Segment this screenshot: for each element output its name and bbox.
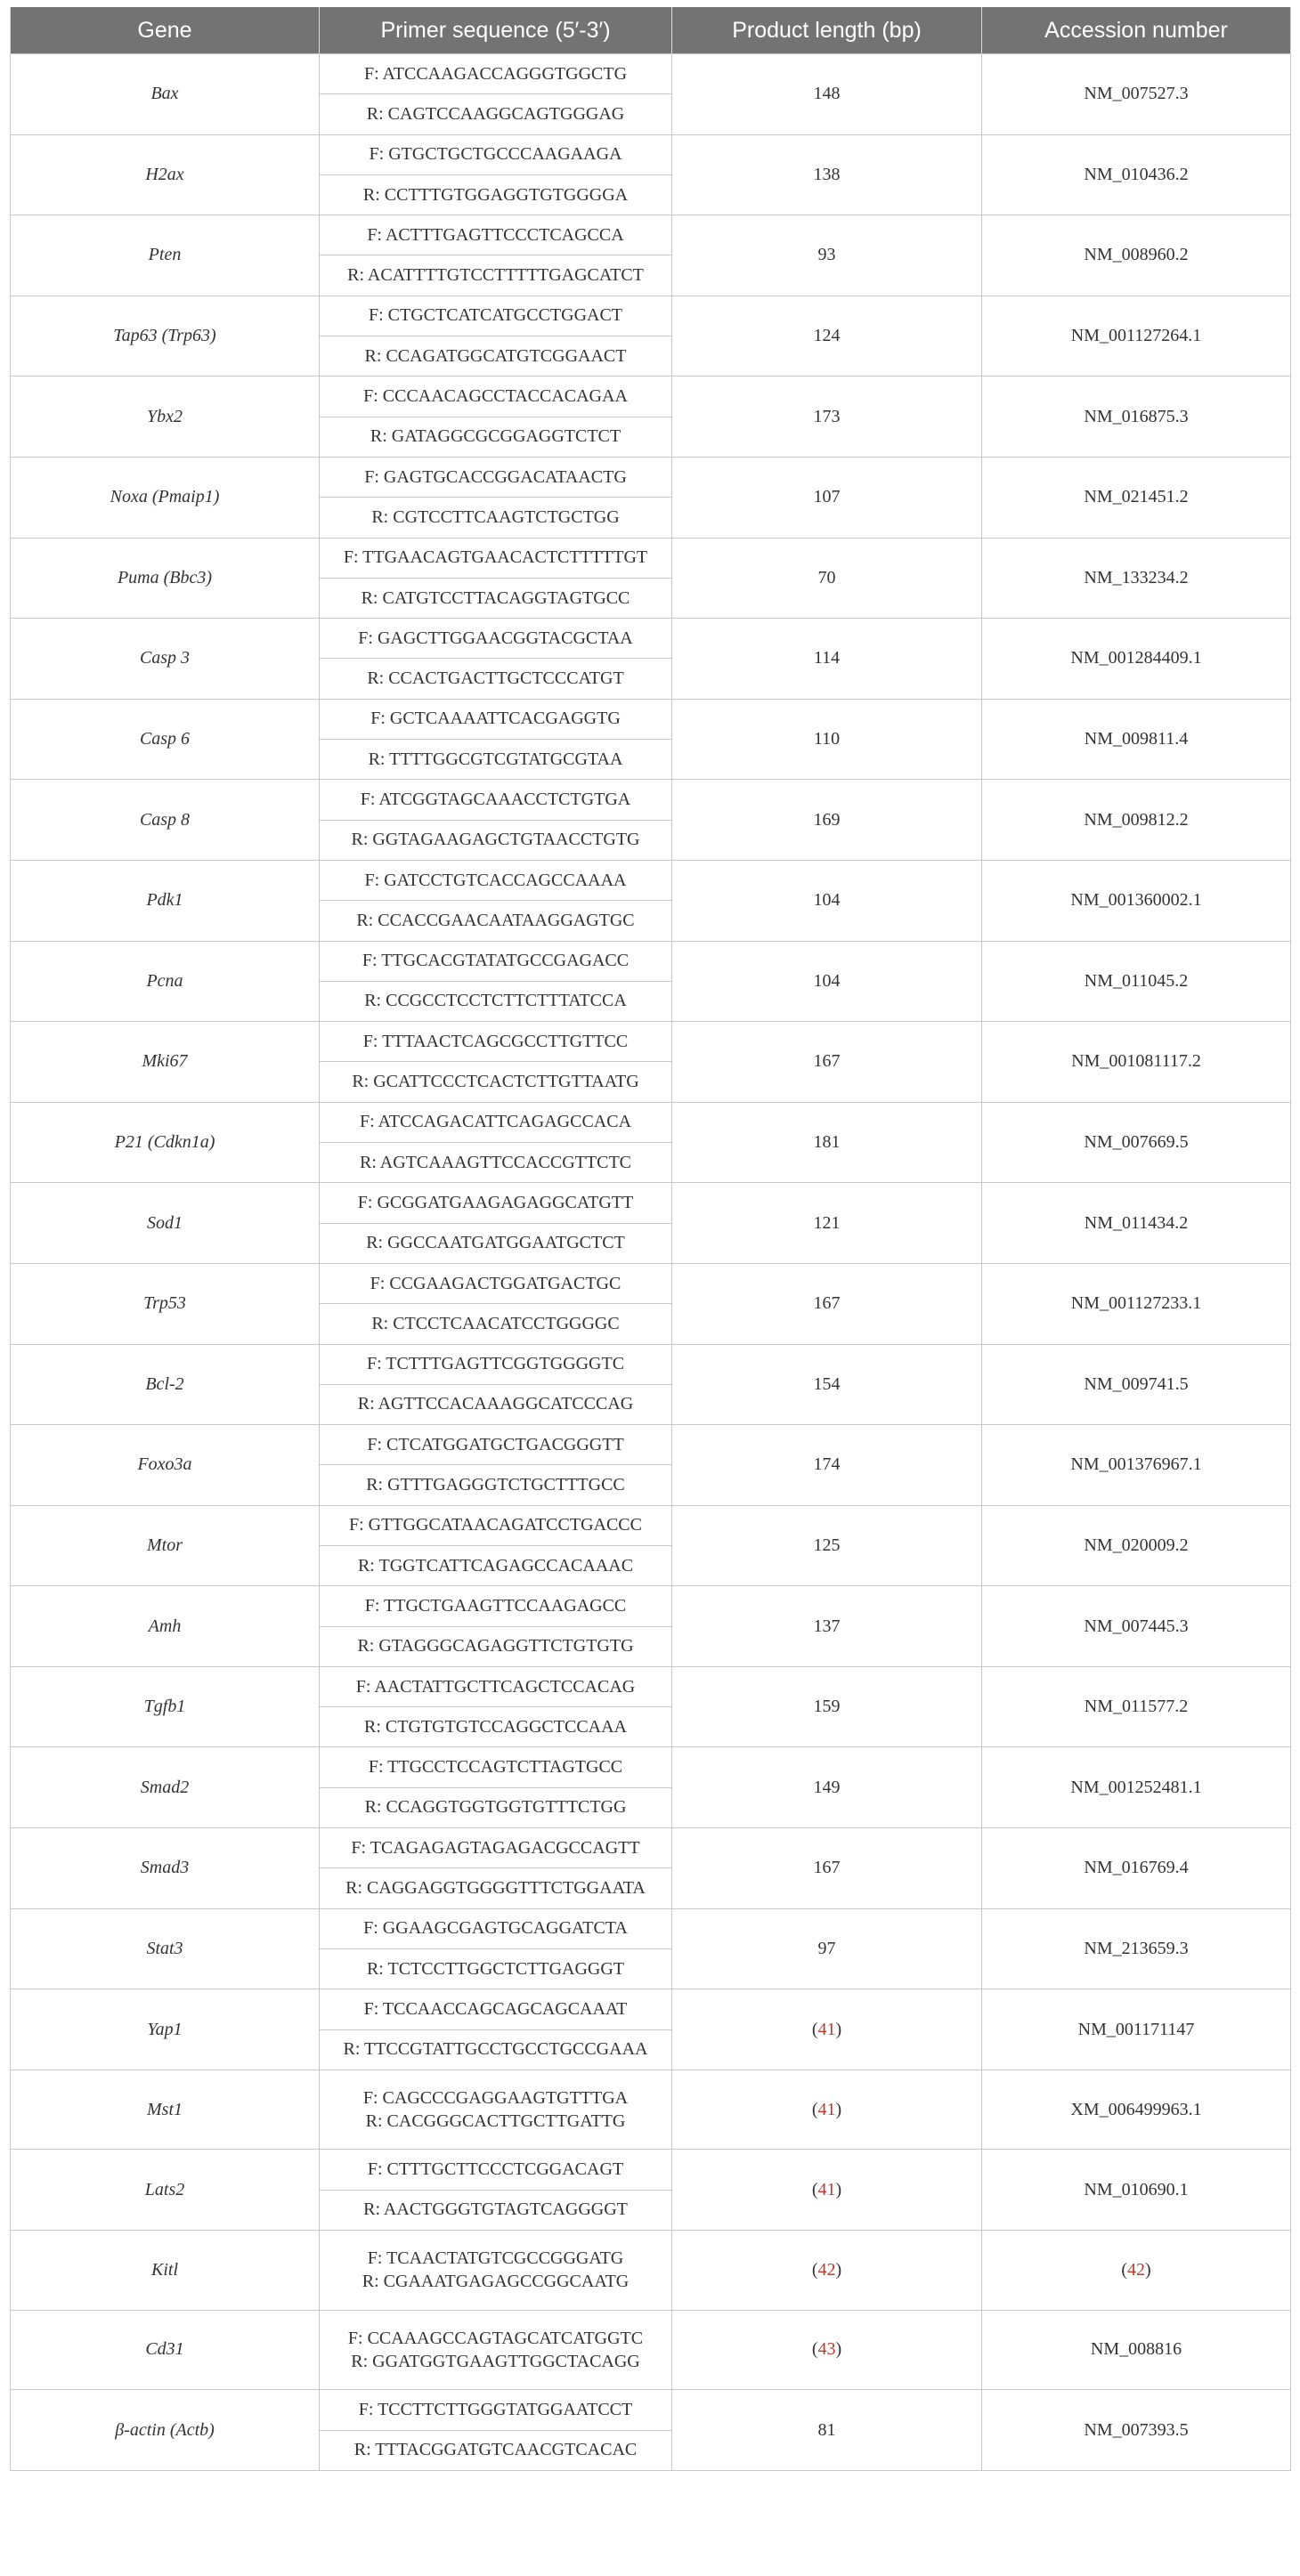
header-length: Product length (bp) bbox=[672, 7, 982, 54]
product-length: 169 bbox=[672, 780, 982, 861]
forward-primer: F: AACTATTGCTTCAGCTCCACAG bbox=[320, 1666, 672, 1706]
accession-number: NM_009741.5 bbox=[982, 1344, 1291, 1425]
accession-number: NM_011045.2 bbox=[982, 941, 1291, 1022]
product-length: 174 bbox=[672, 1425, 982, 1506]
product-length: 93 bbox=[672, 215, 982, 296]
gene-name: Pdk1 bbox=[11, 860, 320, 941]
reference-link[interactable]: 41 bbox=[817, 2099, 836, 2119]
gene-name: Mst1 bbox=[11, 2070, 320, 2150]
product-length: 104 bbox=[672, 860, 982, 941]
accession-number: NM_133234.2 bbox=[982, 538, 1291, 619]
gene-name: Tgfb1 bbox=[11, 1666, 320, 1747]
forward-primer: F: TTGCCTCCAGTCTTAGTGCC bbox=[320, 1747, 672, 1787]
accession-number: NM_001284409.1 bbox=[982, 619, 1291, 700]
gene-name: Casp 6 bbox=[11, 699, 320, 780]
forward-primer: F: ATCCAGACATTCAGAGCCACA bbox=[320, 1102, 672, 1142]
product-length: 81 bbox=[672, 2390, 982, 2471]
product-length-reference[interactable]: (41) bbox=[672, 2150, 982, 2231]
gene-name: Mki67 bbox=[11, 1022, 320, 1103]
gene-name: Casp 8 bbox=[11, 780, 320, 861]
table-row bbox=[11, 860, 1291, 900]
table-row bbox=[11, 296, 1291, 336]
gene-name: Pten bbox=[11, 215, 320, 296]
table-row bbox=[11, 619, 1291, 659]
accession-number: XM_006499963.1 bbox=[982, 2070, 1291, 2150]
gene-name: Tap63 (Trp63) bbox=[11, 296, 320, 377]
accession-number: NM_007669.5 bbox=[982, 1102, 1291, 1183]
reverse-primer: R: GGCCAATGATGGAATGCTCT bbox=[320, 1223, 672, 1263]
reference-link[interactable]: 42 bbox=[1127, 2259, 1145, 2280]
reference-link[interactable]: 43 bbox=[817, 2339, 836, 2360]
forward-primer: F: GTTGGCATAACAGATCCTGACCC bbox=[320, 1505, 672, 1545]
accession-number: NM_020009.2 bbox=[982, 1505, 1291, 1586]
accession-number: NM_001127233.1 bbox=[982, 1263, 1291, 1344]
product-length: 154 bbox=[672, 1344, 982, 1425]
gene-name: Pcna bbox=[11, 941, 320, 1022]
forward-primer: F: CCAAAGCCAGTAGCATCATGGTC bbox=[347, 2328, 644, 2348]
reverse-primer: R: CCACTGACTTGCTCCCATGT bbox=[320, 659, 672, 699]
table-row bbox=[11, 377, 1291, 417]
forward-primer: F: TCCAACCAGCAGCAGCAAAT bbox=[320, 1989, 672, 2029]
product-length: 138 bbox=[672, 134, 982, 215]
gene-name: Sod1 bbox=[11, 1183, 320, 1264]
gene-name: H2ax bbox=[11, 134, 320, 215]
reverse-primer: R: GGATGGTGAAGTTGGCTACAGG bbox=[351, 2351, 640, 2371]
gene-name: Ybx2 bbox=[11, 377, 320, 458]
table-row bbox=[11, 2070, 1291, 2150]
table-row bbox=[11, 1666, 1291, 1706]
product-length: 149 bbox=[672, 1747, 982, 1828]
forward-primer: F: GCTCAAAATTCACGAGGTG bbox=[320, 699, 672, 739]
product-length-reference[interactable]: (42) bbox=[672, 2231, 982, 2311]
accession-number: NM_001171147 bbox=[982, 1989, 1291, 2070]
primer-sequences bbox=[320, 2231, 672, 2311]
table-row bbox=[11, 1102, 1291, 1142]
table-row bbox=[11, 1263, 1291, 1303]
product-length: 159 bbox=[672, 1666, 982, 1747]
accession-number: NM_009811.4 bbox=[982, 699, 1291, 780]
gene-name: Bax bbox=[11, 54, 320, 135]
forward-primer: F: CTCATGGATGCTGACGGGTT bbox=[320, 1425, 672, 1465]
product-length: 121 bbox=[672, 1183, 982, 1264]
product-length: 110 bbox=[672, 699, 982, 780]
gene-name: Kitl bbox=[11, 2231, 320, 2311]
gene-name: Amh bbox=[11, 1586, 320, 1667]
forward-primer: F: TCAACTATGTCGCCGGGATG bbox=[367, 2248, 624, 2269]
accession-reference[interactable]: (42) bbox=[982, 2231, 1291, 2311]
forward-primer: F: ATCGGTAGCAAACCTCTGTGA bbox=[320, 780, 672, 820]
accession-number: NM_007445.3 bbox=[982, 1586, 1291, 1667]
forward-primer: F: GTGCTGCTGCCCAAGAAGA bbox=[320, 134, 672, 174]
table-row bbox=[11, 2231, 1291, 2311]
table-row bbox=[11, 780, 1291, 820]
table-row bbox=[11, 134, 1291, 174]
table-body bbox=[11, 54, 1291, 2471]
reverse-primer: R: CCAGGTGGTGGTGTTTCTGG bbox=[320, 1787, 672, 1827]
gene-name: Bcl-2 bbox=[11, 1344, 320, 1425]
accession-number: NM_009812.2 bbox=[982, 780, 1291, 861]
reverse-primer: R: CCTTTGTGGAGGTGTGGGGA bbox=[320, 174, 672, 215]
table-row bbox=[11, 1908, 1291, 1948]
accession-number: NM_001127264.1 bbox=[982, 296, 1291, 377]
product-length: 173 bbox=[672, 377, 982, 458]
accession-number: NM_010690.1 bbox=[982, 2150, 1291, 2231]
reverse-primer: R: TGGTCATTCAGAGCCACAAAC bbox=[320, 1545, 672, 1585]
product-length: 104 bbox=[672, 941, 982, 1022]
gene-name: Yap1 bbox=[11, 1989, 320, 2070]
table-row bbox=[11, 941, 1291, 981]
accession-number: NM_008816 bbox=[982, 2310, 1291, 2390]
reverse-primer: R: CTCCTCAACATCCTGGGGC bbox=[320, 1304, 672, 1344]
reverse-primer: R: AGTTCCACAAAGGCATCCCAG bbox=[320, 1384, 672, 1424]
accession-number: NM_011577.2 bbox=[982, 1666, 1291, 1747]
table-row bbox=[11, 1828, 1291, 1868]
accession-number: NM_007393.5 bbox=[982, 2390, 1291, 2471]
forward-primer: F: TCTTTGAGTTCGGTGGGGTC bbox=[320, 1344, 672, 1384]
reverse-primer: R: GTTTGAGGGTCTGCTTTGCC bbox=[320, 1465, 672, 1505]
header-primer: Primer sequence (5′-3′) bbox=[320, 7, 672, 54]
table-row bbox=[11, 1183, 1291, 1223]
accession-number: NM_001252481.1 bbox=[982, 1747, 1291, 1828]
accession-number: NM_001081117.2 bbox=[982, 1022, 1291, 1103]
table-row bbox=[11, 699, 1291, 739]
reference-link[interactable]: 41 bbox=[817, 2019, 836, 2039]
forward-primer: F: GGAAGCGAGTGCAGGATCTA bbox=[320, 1908, 672, 1948]
table-row bbox=[11, 1022, 1291, 1062]
forward-primer: F: TTGCACGTATATGCCGAGACC bbox=[320, 941, 672, 981]
forward-primer: F: TCCTTCTTGGGTATGGAATCCT bbox=[320, 2390, 672, 2430]
reverse-primer: R: CCGCCTCCTCTTCTTTATCCA bbox=[320, 981, 672, 1021]
accession-number: NM_016875.3 bbox=[982, 377, 1291, 458]
table-row bbox=[11, 1989, 1291, 2029]
gene-name: Smad3 bbox=[11, 1828, 320, 1909]
table-row bbox=[11, 1505, 1291, 1545]
product-length: 97 bbox=[672, 1908, 982, 1989]
gene-name: Lats2 bbox=[11, 2150, 320, 2231]
accession-number: NM_016769.4 bbox=[982, 1828, 1291, 1909]
reverse-primer: R: ACATTTTGTCCTTTTTGAGCATCT bbox=[320, 255, 672, 296]
table-row bbox=[11, 215, 1291, 255]
product-length: 181 bbox=[672, 1102, 982, 1183]
gene-name: Trp53 bbox=[11, 1263, 320, 1344]
reference-link[interactable]: 41 bbox=[817, 2179, 836, 2199]
gene-name: Stat3 bbox=[11, 1908, 320, 1989]
forward-primer: F: GATCCTGTCACCAGCCAAAA bbox=[320, 860, 672, 900]
reverse-primer: R: GGTAGAAGAGCTGTAACCTGTG bbox=[320, 820, 672, 860]
accession-number: NM_001376967.1 bbox=[982, 1425, 1291, 1506]
header-accession: Accession number bbox=[982, 7, 1291, 54]
product-length: 167 bbox=[672, 1263, 982, 1344]
forward-primer: F: ATCCAAGACCAGGGTGGCTG bbox=[320, 54, 672, 94]
product-length-reference[interactable]: (43) bbox=[672, 2310, 982, 2390]
reverse-primer: R: CCACCGAACAATAAGGAGTGC bbox=[320, 901, 672, 941]
reverse-primer: R: TCTCCTTGGCTCTTGAGGGT bbox=[320, 1948, 672, 1989]
reverse-primer: R: CATGTCCTTACAGGTAGTGCC bbox=[320, 578, 672, 618]
product-length: 107 bbox=[672, 457, 982, 538]
forward-primer: F: TCAGAGAGTAGAGACGCCAGTT bbox=[320, 1828, 672, 1868]
reverse-primer: R: CGTCCTTCAAGTCTGCTGG bbox=[320, 498, 672, 538]
forward-primer: F: CAGCCCGAGGAAGTGTTTGA bbox=[362, 2088, 629, 2109]
product-length: 125 bbox=[672, 1505, 982, 1586]
table-row bbox=[11, 2150, 1291, 2190]
product-length: 148 bbox=[672, 54, 982, 135]
reverse-primer: R: CGAAATGAGAGCCGGCAATG bbox=[362, 2272, 630, 2292]
table-row bbox=[11, 54, 1291, 94]
table-row bbox=[11, 1425, 1291, 1465]
forward-primer: F: ACTTTGAGTTCCCTCAGCCA bbox=[320, 215, 672, 255]
reverse-primer: R: AACTGGGTGTAGTCAGGGGT bbox=[320, 2190, 672, 2230]
reverse-primer: R: TTTTGGCGTCGTATGCGTAA bbox=[320, 740, 672, 780]
accession-number: NM_008960.2 bbox=[982, 215, 1291, 296]
gene-name: P21 (Cdkn1a) bbox=[11, 1102, 320, 1183]
table-row bbox=[11, 538, 1291, 578]
forward-primer: F: TTGAACAGTGAACACTCTTTTTGT bbox=[320, 538, 672, 578]
table-row bbox=[11, 1344, 1291, 1384]
reverse-primer: R: CTGTGTGTCCAGGCTCCAAA bbox=[320, 1707, 672, 1747]
forward-primer: F: CCCAACAGCCTACCACAGAA bbox=[320, 377, 672, 417]
reverse-primer: R: CAGGAGGTGGGGTTTCTGGAATA bbox=[320, 1868, 672, 1908]
accession-number: NM_021451.2 bbox=[982, 457, 1291, 538]
product-length-reference[interactable]: (41) bbox=[672, 2070, 982, 2150]
forward-primer: F: TTTAACTCAGCGCCTTGTTCC bbox=[320, 1022, 672, 1062]
gene-name: Smad2 bbox=[11, 1747, 320, 1828]
reverse-primer: R: AGTCAAAGTTCCACCGTTCTC bbox=[320, 1143, 672, 1183]
reverse-primer: R: GCATTCCCTCACTCTTGTTAATG bbox=[320, 1062, 672, 1102]
reverse-primer: R: GATAGGCGCGGAGGTCTCT bbox=[320, 417, 672, 457]
product-length: 167 bbox=[672, 1828, 982, 1909]
forward-primer: F: CTTTGCTTCCCTCGGACAGT bbox=[320, 2150, 672, 2190]
reverse-primer: R: TTTACGGATGTCAACGTCACAC bbox=[320, 2430, 672, 2470]
gene-name: Mtor bbox=[11, 1505, 320, 1586]
product-length: 124 bbox=[672, 296, 982, 377]
forward-primer: F: GAGCTTGGAACGGTACGCTAA bbox=[320, 619, 672, 659]
primer-sequences bbox=[320, 2310, 672, 2390]
reverse-primer: R: TTCCGTATTGCCTGCCTGCCGAAA bbox=[320, 2029, 672, 2070]
reverse-primer: R: CACGGGCACTTGCTTGATTG bbox=[365, 2111, 626, 2132]
reverse-primer: R: CAGTCCAAGGCAGTGGGAG bbox=[320, 94, 672, 134]
accession-number: NM_011434.2 bbox=[982, 1183, 1291, 1264]
gene-name: Foxo3a bbox=[11, 1425, 320, 1506]
forward-primer: F: TTGCTGAAGTTCCAAGAGCC bbox=[320, 1586, 672, 1626]
reverse-primer: R: GTAGGGCAGAGGTTCTGTGTG bbox=[320, 1626, 672, 1666]
accession-number: NM_007527.3 bbox=[982, 54, 1291, 135]
reverse-primer: R: CCAGATGGCATGTCGGAACT bbox=[320, 336, 672, 377]
header-gene: Gene bbox=[11, 7, 320, 54]
primer-sequences bbox=[320, 2070, 672, 2150]
accession-number: NM_010436.2 bbox=[982, 134, 1291, 215]
accession-number: NM_001360002.1 bbox=[982, 860, 1291, 941]
product-length: 114 bbox=[672, 619, 982, 700]
table-row bbox=[11, 1586, 1291, 1626]
product-length-reference[interactable]: (41) bbox=[672, 1989, 982, 2070]
table-row bbox=[11, 2310, 1291, 2390]
gene-name: Puma (Bbc3) bbox=[11, 538, 320, 619]
gene-name: β-actin (Actb) bbox=[11, 2390, 320, 2471]
gene-name: Cd31 bbox=[11, 2310, 320, 2390]
forward-primer: F: GAGTGCACCGGACATAACTG bbox=[320, 457, 672, 497]
forward-primer: F: GCGGATGAAGAGAGGCATGTT bbox=[320, 1183, 672, 1223]
gene-name: Casp 3 bbox=[11, 619, 320, 700]
table-row bbox=[11, 2390, 1291, 2430]
forward-primer: F: CCGAAGACTGGATGACTGC bbox=[320, 1263, 672, 1303]
gene-name: Noxa (Pmaip1) bbox=[11, 457, 320, 538]
product-length: 70 bbox=[672, 538, 982, 619]
primer-table bbox=[10, 7, 1291, 2471]
table-row bbox=[11, 1747, 1291, 1787]
table-row bbox=[11, 457, 1291, 497]
accession-number: NM_213659.3 bbox=[982, 1908, 1291, 1989]
forward-primer: F: CTGCTCATCATGCCTGGACT bbox=[320, 296, 672, 336]
reference-link[interactable]: 42 bbox=[817, 2259, 836, 2280]
product-length: 167 bbox=[672, 1022, 982, 1103]
table-header-row bbox=[11, 7, 1291, 54]
product-length: 137 bbox=[672, 1586, 982, 1667]
